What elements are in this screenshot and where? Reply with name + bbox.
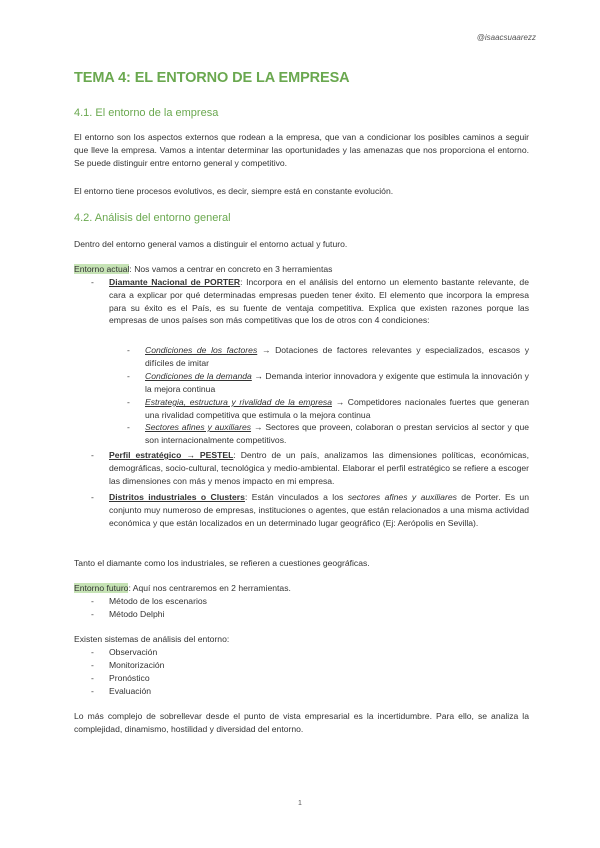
author-handle: @isaacsuaarezz (476, 33, 536, 42)
paragraph-geografia: Tanto el diamante como los industriales, se refieren a cuestiones geográficas. (74, 558, 370, 568)
bullet-dash: - (91, 609, 94, 619)
entorno-actual-label: Entorno actual (74, 264, 130, 274)
entorno-actual-line (74, 263, 529, 276)
diamante-text: : Incorpora en el análisis del entorno un elemento bastante relevante, de cara a explicar por qué determinadas empresas pueden tener éxito. El elemento que incorpora la empresa para su éxito es el País, es su fuente de ventaja competitiva. Explica que existen razones porque las empresas de unos países son más competitivas que los de otros con 4 condiciones: (109, 277, 529, 326)
condition-title: Condiciones de la demanda (145, 371, 252, 381)
diamante-title: Diamante Nacional de PORTER (109, 277, 241, 287)
condition-item (145, 396, 529, 422)
futuro-item: Método Delphi (109, 609, 165, 619)
bullet-dash: - (127, 345, 130, 355)
bullet-dash: - (91, 596, 94, 606)
sistema-item: Pronóstico (109, 673, 150, 683)
clusters-italic: sectores afines y auxiliares (347, 492, 457, 502)
paragraph-entorno-general-intro: Dentro del entorno general vamos a distinguir el entorno actual y futuro. (74, 239, 348, 249)
condition-title: Sectores afines y auxiliares (145, 422, 252, 432)
list-item-diamante (109, 276, 529, 327)
entorno-futuro-line (74, 582, 529, 595)
bullet-dash: - (127, 371, 130, 381)
section-heading-4-1: 4.1. El entorno de la empresa (74, 107, 219, 119)
bullet-dash: - (127, 397, 130, 407)
bullet-dash: - (91, 277, 94, 287)
clusters-text-b: de Porter. Es un conjunto muy numeroso de empresas, instituciones o agentes, que están relacionados a una misma actividad económica y que están localizados en un determinado lugar geográfico (Ej: Aerópolis en Sevilla). (109, 492, 529, 528)
condition-item (145, 421, 529, 447)
page-title: TEMA 4: EL ENTORNO DE LA EMPRESA (74, 70, 350, 86)
bullet-dash: - (91, 647, 94, 657)
bullet-dash: - (91, 450, 94, 460)
clusters-text-a: : Están vinculados a los (244, 492, 348, 502)
condition-item (145, 344, 529, 370)
bullet-dash: - (91, 492, 94, 502)
section-heading-4-2: 4.2. Análisis del entorno general (74, 212, 231, 224)
bullet-dash: - (127, 422, 130, 432)
sistema-item: Evaluación (109, 686, 152, 696)
condition-text: → Sectores que proveen, colaboran o prestan servicios al sector y que son internacionalmente competitivos. (145, 422, 529, 445)
pestel-text: : Dentro de un país, analizamos las dimensiones políticas, económicas, demográficas, socio-cultural, tecnológica y medio-ambiental. Elaborar el perfil estratégico se refiere a escoger las dimensiones con más y menos impacto en mi empresa. (109, 450, 529, 486)
condition-title: Condiciones de los factores (145, 345, 258, 355)
condition-title: Estrategia, estructura y rivalidad de la empresa (145, 397, 332, 407)
bullet-dash: - (91, 660, 94, 670)
list-item-clusters (109, 491, 529, 529)
sistema-item: Observación (109, 647, 158, 657)
bullet-dash: - (91, 686, 94, 696)
entorno-futuro-text: : Aquí nos centraremos en 2 herramientas. (128, 583, 291, 593)
list-item-pestel (109, 449, 529, 487)
futuro-item: Método de los escenarios (109, 596, 207, 606)
clusters-title: Distritos industriales o Clusters (109, 492, 245, 502)
page-number: 1 (298, 800, 302, 807)
condition-item (145, 370, 529, 396)
paragraph-entorno-evolution: El entorno tiene procesos evolutivos, es decir, siempre está en constante evolución. (74, 186, 394, 196)
bullet-dash: - (91, 673, 94, 683)
entorno-futuro-label: Entorno futuro (74, 583, 129, 593)
condition-text: → Competidores nacionales fuertes que generan una rivalidad competitiva que estimula o la mejora continua (145, 397, 529, 420)
condition-text: → Demanda interior innovadora y exigente que estimula la innovación y la mejora continua (145, 371, 529, 394)
condition-text: → Dotaciones de factores relevantes y especializados, escasos y difíciles de imitar (145, 345, 529, 368)
paragraph-incertidumbre: Lo más complejo de sobrellevar desde el punto de vista empresarial es la incertidumbre. Para ello, se analiza la complejidad, dinamismo, hostilidad y diversidad del entorno. (74, 711, 529, 734)
sistemas-intro: Existen sistemas de análisis del entorno: (74, 634, 230, 644)
sistema-item: Monitorización (109, 660, 165, 670)
entorno-actual-text: : Nos vamos a centrar en concreto en 3 herramientas (129, 264, 333, 274)
pestel-title: Perfil estratégico → PESTEL (109, 450, 234, 460)
paragraph-entorno-definition: El entorno son los aspectos externos que rodean a la empresa, que van a condicionar los posibles caminos a seguir que lleve la empresa. Vamos a intentar determinar las oportunidades y las amenazas que nos proporciona el entorno. Se puede distinguir entre entorno general y competitivo. (74, 132, 529, 168)
